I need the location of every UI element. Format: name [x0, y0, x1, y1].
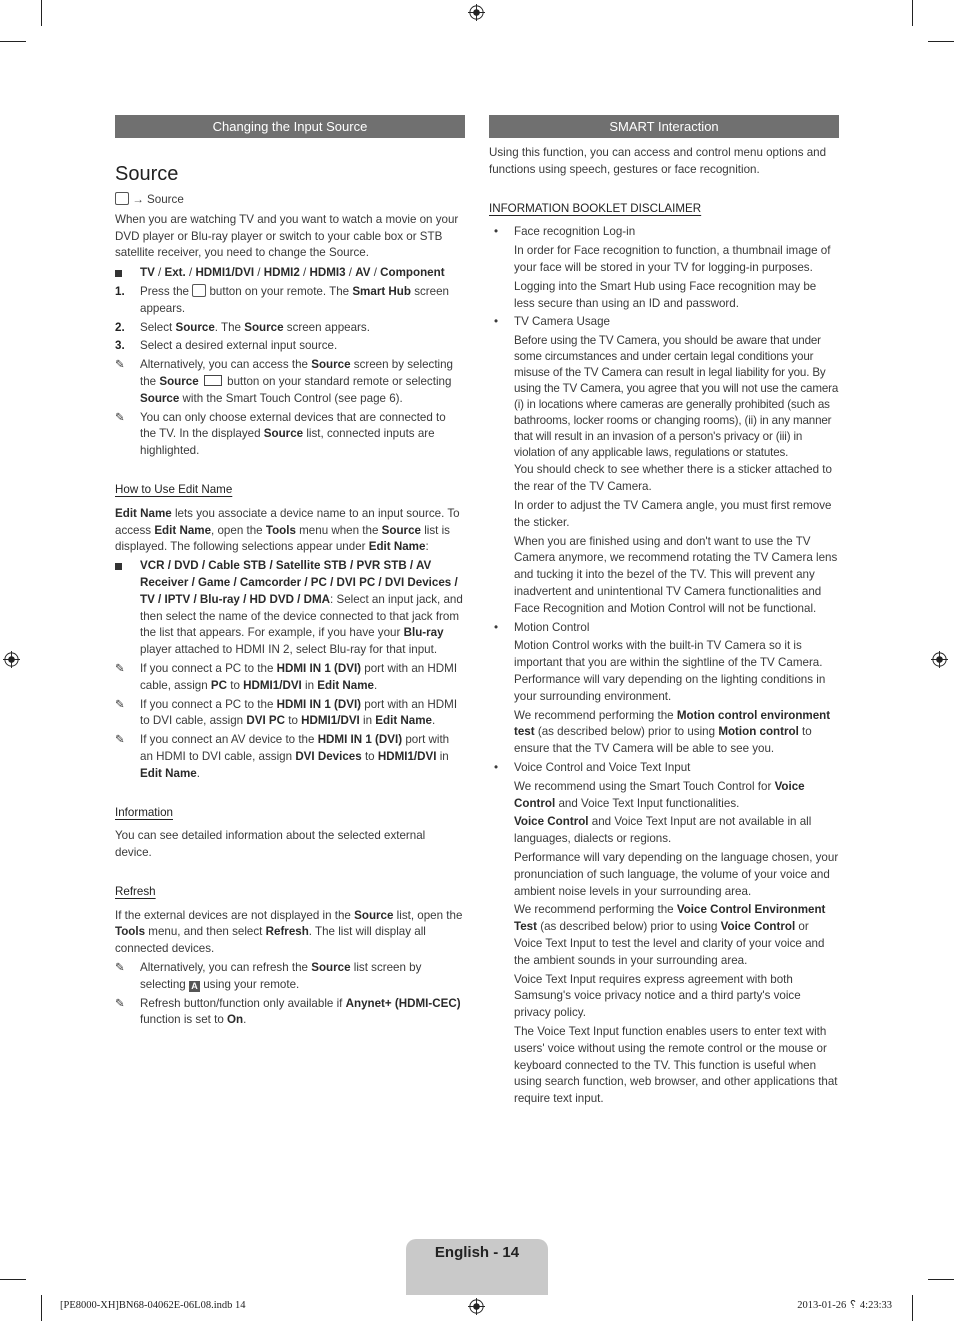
- square-bullet-icon: [115, 563, 122, 570]
- bullet-face-recognition: • Face recognition Log-in: [489, 224, 839, 241]
- paragraph: We recommend performing the Motion control environment test (as described below) prior to using Motion control to ensure that the TV Camera will be able to see you.: [514, 708, 831, 756]
- paragraph: The Voice Text Input function enables users to enter text with users' voice without using the remote control or the mouse or keyboard connected to the TV. This function is useful when using search function, web browser, and other applications that require text input.: [514, 1024, 838, 1106]
- device-list: VCR / DVD / Cable STB / Satellite STB / PVR STB / AV Receiver / Game / Camcorder / PC / DVI PC / DVI Devices / TV / IPTV / Blu-ray / HD DVD / DMA: Select an input jack, and then select the name of the device connected to that jack from the list that appears. For example, if you have your Blu-ray player attached to HDMI IN 2, select Blu-ray for that input.: [115, 558, 465, 659]
- paragraph: In order for Face recognition to function, a thumbnail image of your face will be stored in your TV for logging-in purposes.: [514, 244, 831, 274]
- paragraph: We recommend using the Smart Touch Control for Voice Control and Voice Text Input functionalities.: [514, 779, 805, 810]
- page-title: Source: [115, 163, 179, 185]
- paragraph: Logging into the Smart Hub using Face recognition may be less secure than using an ID and password.: [514, 279, 817, 310]
- bullet-icon: •: [494, 760, 499, 774]
- menu-icon: [192, 284, 206, 297]
- paragraph: We recommend performing the Voice Control Environment Test (as described below) prior to using Voice Control or Voice Text Input to test the level and clarity of your voice and the ambient sounds in your surrounding area.: [514, 903, 826, 967]
- page-number: English - 14: [434, 1244, 520, 1261]
- edit-name-paragraph: Edit Name lets you associate a device name to an input source. To access Edit Name, open the Tools menu when the Source list is displayed. The following selections appear under Edit Name:: [115, 506, 460, 554]
- paragraph: Performance will vary depending on the language chosen, your pronunciation of such language, the volume of your voice and ambient noise levels in your surrounding area.: [514, 850, 839, 898]
- paragraph: Before using the TV Camera, you should be aware that under some circumstances and under certain legal conditions your misuse of the TV Camera can result in legal liability for you. By using the TV Camera, you agree that you will not use the camera (i) in locations where cameras are generally prohibited (such as bathrooms, locker rooms or changing rooms), (ii) in any manner that will result in an invasion of a person's privacy or (iii) in violation of any applicable laws, regulations or statutes.: [514, 334, 839, 459]
- right-column: [489, 145, 839, 1108]
- crop-mark: [0, 41, 26, 42]
- bullet-voice-control: • Voice Control and Voice Text Input: [489, 760, 839, 777]
- menu-path: → Source: [115, 192, 465, 209]
- note-icon: ✎: [115, 697, 125, 711]
- paragraph: Voice Text Input requires express agreement with both Samsung's voice privacy notice and a third party's voice privacy policy.: [514, 972, 801, 1020]
- crop-mark: [0, 1279, 26, 1280]
- square-bullet-icon: [115, 270, 122, 277]
- intro-paragraph: When you are watching TV and you want to watch a movie on your DVD player or Blu-ray player or switch to your cable box or STB satellite receiver, you need to change the Source.: [115, 212, 459, 260]
- registration-mark-icon: [931, 651, 948, 668]
- information-paragraph: You can see detailed information about the selected external device.: [115, 829, 426, 860]
- note: ✎ If you connect a PC to the HDMI IN 1 (DVI) port with an HDMI to DVI cable, assign DVI PC to HDMI1/DVI in Edit Name.: [115, 697, 458, 728]
- bullet-icon: •: [494, 620, 499, 634]
- inputs-list: TV / Ext. / HDMI1/DVI / HDMI2 / HDMI3 / AV / Component: [115, 265, 465, 282]
- paragraph: In order to adjust the TV Camera angle, you must first remove the sticker.: [514, 499, 832, 529]
- registration-mark-icon: [468, 1298, 485, 1315]
- subheading-edit-name: How to Use Edit Name: [115, 482, 233, 496]
- registration-mark-icon: [3, 651, 20, 668]
- note: ✎ Refresh button/function only available if Anynet+ (HDMI-CEC) function is set to On.: [115, 996, 461, 1027]
- bullet-icon: •: [494, 225, 499, 239]
- note-icon: ✎: [115, 961, 125, 975]
- intro-paragraph: Using this function, you can access and control menu options and functions using speech, gestures or face recognition.: [489, 146, 827, 176]
- a-button-icon: A: [189, 981, 200, 992]
- registration-mark-icon: [468, 4, 485, 21]
- note-icon: ✎: [115, 358, 125, 372]
- crop-mark: [928, 41, 954, 42]
- paragraph: Motion Control works with the built-in TV Camera so it is important that you are within the sightline of the TV Camera. Performance will vary depending on the lighting conditions in your surrounding environment.: [514, 639, 826, 703]
- paragraph: You should check to see whether there is a sticker attached to the rear of the TV Camera.: [514, 463, 832, 494]
- note: ✎ Alternatively, you can access the Source screen by selecting the Source button on your standard remote or selecting Source with the Smart Touch Control (see page 6).: [115, 358, 454, 405]
- note: ✎ You can only choose external devices that are connected to the TV. In the displayed Source list, connected inputs are highlighted.: [115, 410, 446, 458]
- note: ✎ Alternatively, you can refresh the Source list screen by selecting A using your remote.: [115, 961, 422, 991]
- note: ✎ If you connect a PC to the HDMI IN 1 (DVI) port with an HDMI cable, assign PC to HDMI1/DVI in Edit Name.: [115, 661, 458, 692]
- note-icon: ✎: [115, 996, 125, 1010]
- note-icon: ✎: [115, 410, 125, 424]
- crop-mark: [928, 1279, 954, 1280]
- step-2: 2. Select Source. The Source screen appears.: [115, 320, 370, 334]
- source-button-icon: [204, 375, 222, 386]
- crop-mark: [41, 0, 42, 26]
- section-header-smart-interaction: SMART Interaction: [489, 115, 839, 138]
- note-icon: ✎: [115, 661, 125, 675]
- crop-mark: [912, 0, 913, 26]
- crop-mark: [41, 1295, 42, 1321]
- step-3: 3. Select a desired external input source.: [115, 339, 338, 353]
- section-header-input-source: Changing the Input Source: [115, 115, 465, 138]
- subheading-refresh: Refresh: [115, 884, 156, 898]
- subheading-disclaimer: INFORMATION BOOKLET DISCLAIMER: [489, 201, 702, 215]
- paragraph: When you are finished using and don't want to use the TV Camera anymore, we recommend rotating the TV Camera lens and tucking it into the bezel of the TV. This will prevent any inadvertent and unintentional TV Camera functionalities and Face Recognition and Motion Control will not be functional.: [514, 534, 838, 615]
- note-icon: ✎: [115, 733, 125, 747]
- step-1: 1. Press the button on your remote. The Smart Hub screen appears.: [115, 284, 449, 315]
- subheading-information: Information: [115, 805, 173, 819]
- refresh-paragraph: If the external devices are not displayed in the Source list, open the Tools menu, and then select Refresh. The list will display all connected devices.: [115, 908, 463, 956]
- left-column: [115, 162, 465, 1029]
- bullet-tv-camera: • TV Camera Usage: [489, 314, 839, 331]
- print-date: 2013-01-26 ␦ 4:23:33: [797, 1300, 892, 1311]
- crop-mark: [912, 1295, 913, 1321]
- note: ✎ If you connect an AV device to the HDMI IN 1 (DVI) port with an HDMI to DVI cable, assign DVI Devices to HDMI1/DVI in Edit Name.: [115, 733, 450, 780]
- paragraph: Voice Control and Voice Text Input are not available in all languages, dialects or regions.: [514, 815, 812, 846]
- bullet-icon: •: [494, 315, 499, 329]
- menu-icon: [115, 192, 129, 205]
- print-filename: [PE8000-XH]BN68-04062E-06L08.indb 14: [60, 1300, 246, 1311]
- bullet-motion-control: • Motion Control: [489, 620, 839, 637]
